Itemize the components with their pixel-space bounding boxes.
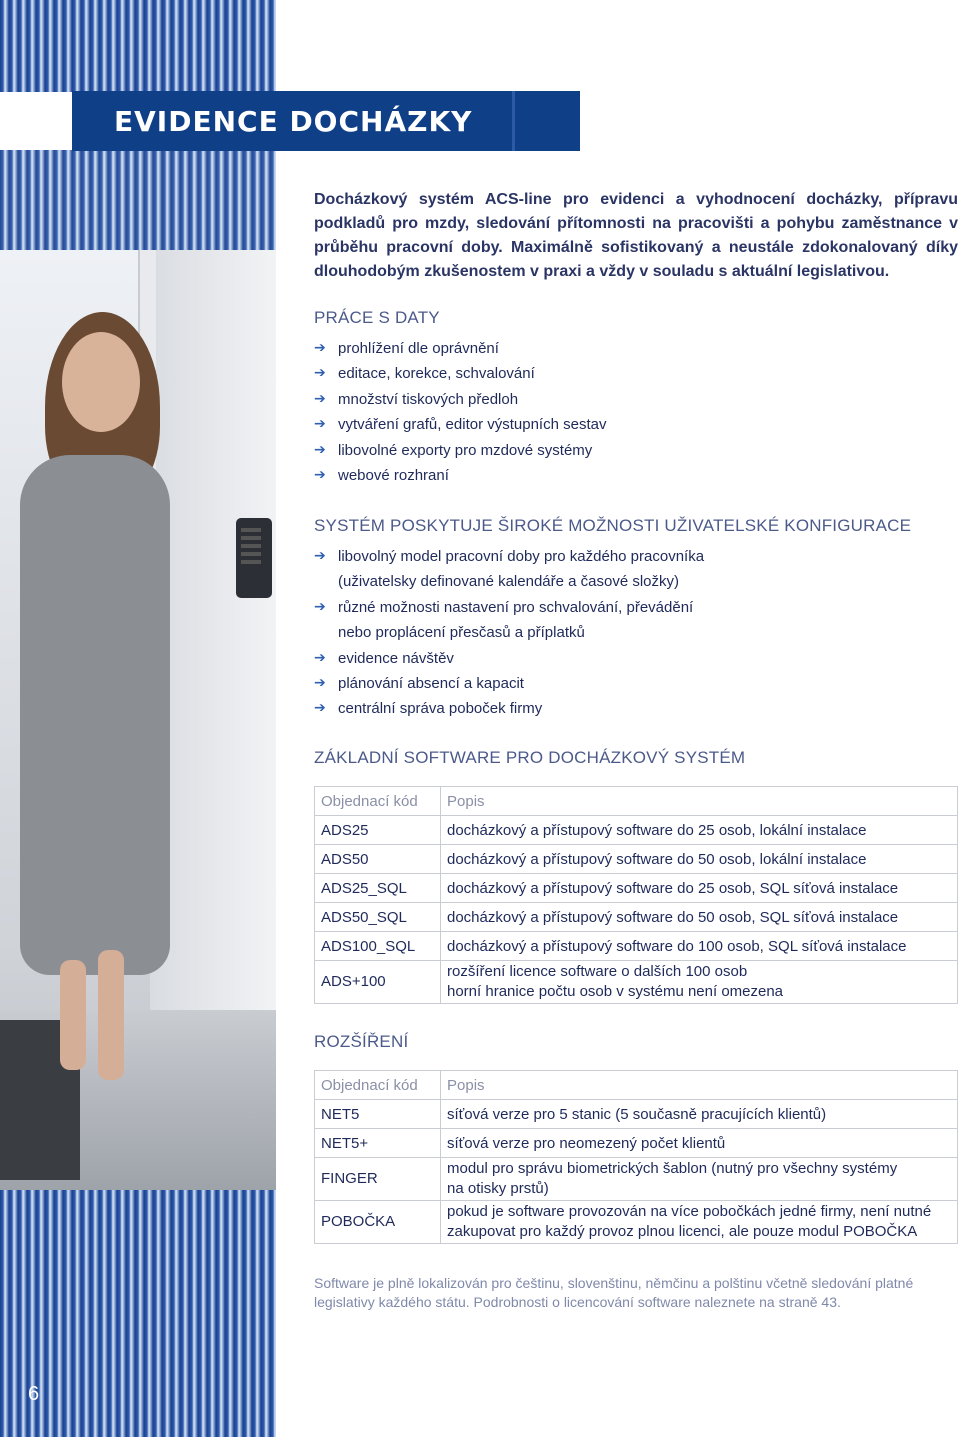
table-row <box>315 961 958 1004</box>
order-code: ADS50 <box>315 845 441 874</box>
description: síťová verze pro 5 stanic (5 současně pracujících klientů) <box>441 1100 958 1129</box>
column-header-code: Objednací kód <box>315 1071 441 1100</box>
data-section-heading: PRÁCE S DATY <box>314 308 440 327</box>
intro-paragraph: Docházkový systém ACS-line pro evidenci a vyhodnocení docházky, přípravu podkladů pro mzdy, sledování přítomnosti na pracovišti a pohybu zaměstnance v průběhu pracovní doby. Maximálně sofistikovaný a neustále zdokonalovaný díky dlouhodobým zkušenostem v praxi a vždy v souladu s aktuální legislativou. <box>314 191 958 280</box>
table-row <box>315 1129 958 1158</box>
table-row <box>315 1100 958 1129</box>
arrow-right-icon: ➔ <box>314 390 326 407</box>
page-number: 6 <box>28 1383 40 1405</box>
table-row <box>315 1201 958 1244</box>
arrow-right-icon: ➔ <box>314 700 326 717</box>
table-row <box>315 903 958 932</box>
list-item: ➔ libovolný model pracovní doby pro každého pracovníka (uživatelsky definované kalendáře a časové složky) <box>314 544 704 595</box>
config-section-list <box>314 544 704 722</box>
description: docházkový a přístupový software do 100 osob, SQL síťová instalace <box>441 932 958 961</box>
arrow-right-icon: ➔ <box>314 675 326 692</box>
order-code: ADS+100 <box>315 961 441 1004</box>
list-item: ➔ plánování absencí a kapacit <box>314 671 704 696</box>
order-code: POBOČKA <box>315 1201 441 1244</box>
decorative-stripe-top <box>0 0 276 92</box>
list-item: ➔ různé možnosti nastavení pro schvalování, převádění nebo proplácení přesčasů a příplatků <box>314 595 704 646</box>
table-header-row <box>315 787 958 816</box>
table-row <box>315 816 958 845</box>
description: docházkový a přístupový software do 50 osob, SQL síťová instalace <box>441 903 958 932</box>
arrow-right-icon: ➔ <box>314 441 326 458</box>
list-item: ➔ libovolné exporty pro mzdové systémy <box>314 438 606 463</box>
data-section-list <box>314 336 606 488</box>
description: docházkový a přístupový software do 50 osob, lokální instalace <box>441 845 958 874</box>
list-item: ➔ evidence návštěv <box>314 646 704 671</box>
column-header-description: Popis <box>441 1071 958 1100</box>
arrow-right-icon: ➔ <box>314 416 326 433</box>
table-row <box>315 1158 958 1201</box>
table-row <box>315 932 958 961</box>
decorative-stripe-bottom <box>0 1190 276 1437</box>
localization-footnote: Software je plně lokalizován pro češtinu, slovenštinu, němčinu a polštinu včetně sledování platné legislativy každého státu. Podrobnosti o licencování software naleznete na straně 43. <box>314 1275 914 1310</box>
page-title: EVIDENCE DOCHÁZKY <box>114 104 473 138</box>
extension-table <box>314 1070 958 1244</box>
order-code: ADS25_SQL <box>315 874 441 903</box>
order-code: ADS100_SQL <box>315 932 441 961</box>
column-header-code: Objednací kód <box>315 787 441 816</box>
order-code: ADS25 <box>315 816 441 845</box>
table-header-row <box>315 1071 958 1100</box>
description: rozšíření licence software o dalších 100 osob horní hranice počtu osob v systému není omezena <box>441 961 958 1004</box>
description: pokud je software provozován na více pobočkách jedné firmy, není nutné zakupovat pro každý provoz plnou licenci, ale pouze modul POBOČKA <box>441 1201 958 1244</box>
order-code: NET5+ <box>315 1129 441 1158</box>
arrow-right-icon: ➔ <box>314 598 326 615</box>
software-section-heading: ZÁKLADNÍ SOFTWARE PRO DOCHÁZKOVÝ SYSTÉM <box>314 748 746 767</box>
list-item: ➔ prohlížení dle oprávnění <box>314 336 606 361</box>
extension-section-heading: ROZŠÍŘENÍ <box>314 1032 409 1051</box>
description: docházkový a přístupový software do 25 osob, SQL síťová instalace <box>441 874 958 903</box>
arrow-right-icon: ➔ <box>314 548 326 564</box>
list-item: ➔ množství tiskových předloh <box>314 387 606 412</box>
title-banner <box>72 91 580 151</box>
list-item: ➔ vytváření grafů, editor výstupních sestav <box>314 412 606 437</box>
decorative-stripe-middle <box>0 150 276 250</box>
table-row <box>315 874 958 903</box>
woman-at-attendance-terminal-photo <box>0 250 276 1190</box>
list-item: ➔ webové rozhraní <box>314 463 606 488</box>
table-row <box>315 845 958 874</box>
order-code: ADS50_SQL <box>315 903 441 932</box>
arrow-right-icon: ➔ <box>314 649 326 666</box>
arrow-right-icon: ➔ <box>314 340 326 356</box>
order-code: NET5 <box>315 1100 441 1129</box>
column-header-description: Popis <box>441 787 958 816</box>
list-item: ➔ centrální správa poboček firmy <box>314 696 704 721</box>
description: docházkový a přístupový software do 25 osob, lokální instalace <box>441 816 958 845</box>
software-table <box>314 786 958 1004</box>
arrow-right-icon: ➔ <box>314 467 326 484</box>
description: síťová verze pro neomezený počet klientů <box>441 1129 958 1158</box>
config-section-heading: SYSTÉM POSKYTUJE ŠIROKÉ MOŽNOSTI UŽIVATELSKÉ KONFIGURACE <box>314 516 912 535</box>
arrow-right-icon: ➔ <box>314 365 326 382</box>
list-item: ➔ editace, korekce, schvalování <box>314 361 606 386</box>
description: modul pro správu biometrických šablon (nutný pro všechny systémy na otisky prstů) <box>441 1158 958 1201</box>
order-code: FINGER <box>315 1158 441 1201</box>
